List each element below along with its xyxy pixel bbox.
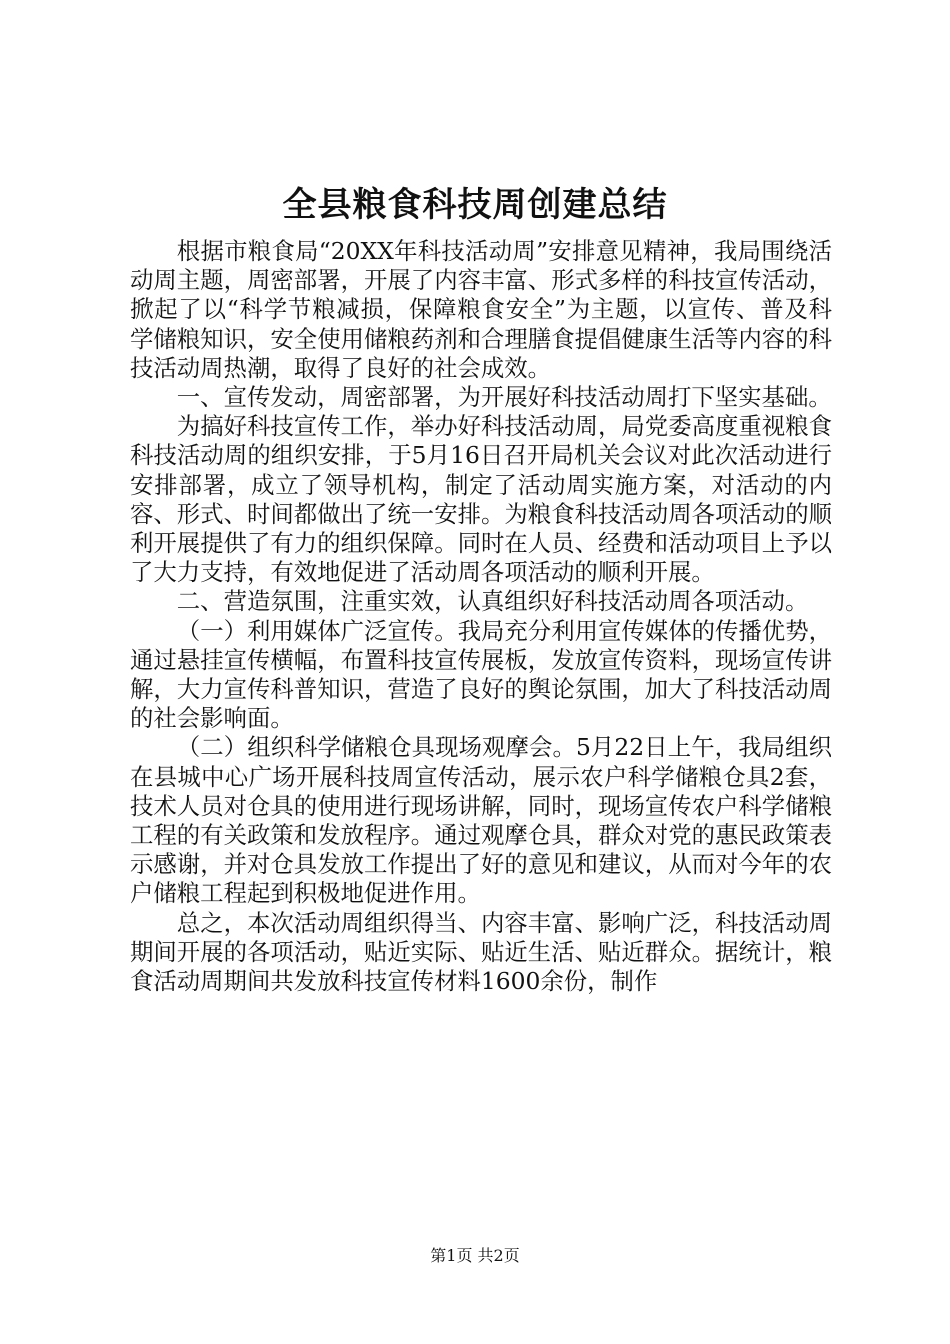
paragraph-summary: 总之，本次活动周组织得当、内容丰富、影响广泛，科技活动周期间开展的各项活动，贴近实际、贴近生活、贴近群众。据统计，粮食活动周期间共发放科技宣传材料1600余份，制作 [130,908,832,996]
paragraph-subsection-2: （二）组织科学储粮仓具现场观摩会。5月22日上午，我局组织在县城中心广场开展科技周宣传活动，展示农户科学储粮仓具2套，技术人员对仓具的使用进行现场讲解，同时，现场宣传农户科学储粮工程的有关政策和发放程序。通过观摩仓具，群众对党的惠民政策表示感谢，并对仓具发放工作提出了好的意见和建议，从而对今年的农户储粮工程起到积极地促进作用。 [130,733,832,908]
paragraph-subsection-1: （一）利用媒体广泛宣传。我局充分利用宣传媒体的传播优势，通过悬挂宣传横幅，布置科技宣传展板，发放宣传资料，现场宣传讲解，大力宣传科普知识，营造了良好的舆论氛围，加大了科技活动周的社会影响面。 [130,616,832,733]
paragraph-section-1-heading: 一、宣传发动，周密部署，为开展好科技活动周打下坚实基础。 [176,383,832,412]
paragraph-intro: 根据市粮食局“20XX年科技活动周”安排意见精神，我局围绕活动周主题，周密部署，开展了内容丰富、形式多样的科技宣传活动，掀起了以“科学节粮减损，保障粮食安全”为主题，以宣传、普及科学储粮知识，安全使用储粮药剂和合理膳食提倡健康生活等内容的科技活动周热潮，取得了良好的社会成效。 [130,237,832,382]
paragraph-section-1-body: 为搞好科技宣传工作，举办好科技活动周，局党委高度重视粮食科技活动周的组织安排，于5月16日召开局机关会议对此次活动进行安排部署，成立了领导机构，制定了活动周实施方案，对活动的内容、形式、时间都做出了统一安排。为粮食科技活动周各项活动的顺利开展提供了有力的组织保障。同时在人员、经费和活动项目上予以了大力支持，有效地促进了活动周各项活动的顺利开展。 [130,412,832,587]
document-title: 全县粮食科技周创建总结 [282,185,668,225]
document-body [130,237,832,996]
paragraph-section-2-heading: 二、营造氛围，注重实效，认真组织好科技活动周各项活动。 [176,587,809,616]
page-number-footer: 第1页 共2页 [430,1246,520,1265]
